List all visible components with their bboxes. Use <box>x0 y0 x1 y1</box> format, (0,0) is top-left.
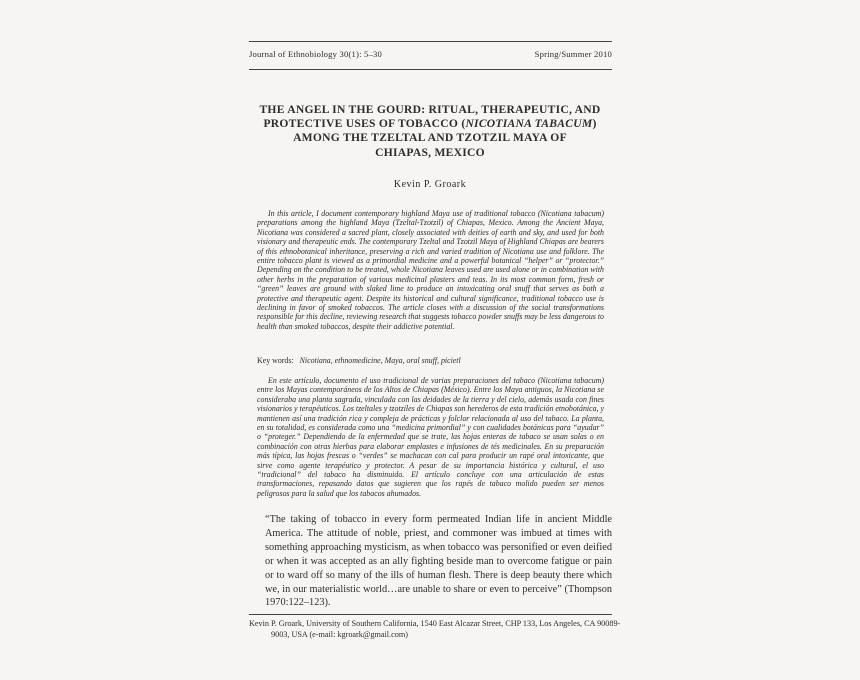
title-line-3: AMONG THE TZELTAL AND TZOTZIL MAYA OF <box>293 131 567 145</box>
running-head <box>249 49 612 59</box>
author-affiliation-footnote: Kevin P. Groark, University of Southern California, 1540 East Alcazar Street, CHP 133, Los Angeles, CA 90089-9003, USA (e-mail: kgroark@gmail.com) <box>249 619 621 639</box>
article-title <box>230 103 630 160</box>
abstract-english: In this article, I document contemporary highland Maya use of traditional tobacco (Nicotiana tabacum) preparations among the highland Maya (Tzeltal-Tzotzil) of Chiapas, Mexico. Among the Ancient Maya, Nicotiana was considered a sacred plant, closely associated with deities of earth and sky, and used for both visionary and therapeutic ends. The contemporary Tzeltal and Tzotzil Maya of Highland Chiapas are bearers of this ethnobotanical inheritance, preserving a rich and varied tradition of Nicotiana use and folklore. The entire tobacco plant is viewed as a primordial medicine and a powerful botanical “helper” or “protector.” Depending on the condition to be treated, whole Nicotiana leaves used are used alone or in combination with other herbs in the preparation of various medicinal plasters and teas. In its most common form, fresh or “green” leaves are ground with slaked lime to produce an intoxicating oral snuff that serves as both a protective and therapeutic agent. Despite its historical and cultural significance, traditional tobacco use is declining in favor of smoked tobaccos. The article closes with a discussion of the social transformations responsible for this decline, reviewing research that suggests tobacco powder snuffs may be less dangerous to health than smoked tobaccos, despite their addictive potential. <box>257 209 604 331</box>
species-name: NICOTIANA TABACUM <box>465 117 593 131</box>
header-rule-top <box>249 41 612 42</box>
abstract-spanish: En este artículo, documento el uso tradicional de varias preparaciones del tabaco (Nicotiana tabacum) entre los Mayas contemporáneos de los Altos de Chiapas (México). Entre los Maya antiguos, la Nicotiana se consideraba una planta sagrada, vinculada con las deidades de la tierra y del cielo, además usada con fines visionarios y terapéuticos. Los tzeltales y tzotziles de Chiapas son herederos de esta tradición etnobotánica, y mantienen así una tradición rica y compleja de prácticas y folclor relacionada al uso del tabaco. La planta, en su totalidad, es considerada como una “medicina primordial” y con cualidades botánicas para “ayudar” o “proteger.” Dependiendo de la enfermedad que se trate, las hojas enteras de tabaco se usan solas o en combinación con otras hierbas para elaborar emplastes e infusiones de tés medicinales. En su preparación más típica, las hojas frescas o “verdes” se machacan con cal para producir un rapé oral intoxicante, que sirve como agente terapéutico y protector. A pesar de su importancia histórica y cultural, el uso “tradicional” del tabaco ha disminuido. El artículo concluye con una articulación de estas transformaciones, repasando datos que sugieren que los rapés de tabaco molido pueden ser menos peligrosos para la salud que los tabacos ahumados. <box>257 376 604 498</box>
journal-citation: Journal of Ethnobiology 30(1): 5–30 <box>249 49 383 59</box>
keywords-label: Key words: <box>257 356 294 365</box>
author-name: Kevin P. Groark <box>393 179 467 190</box>
issue-date: Spring/Summer 2010 <box>534 49 612 59</box>
title-line-4: CHIAPAS, MEXICO <box>375 145 485 159</box>
title-line-2: PROTECTIVE USES OF TOBACCO (NICOTIANA TABACUM) <box>263 117 597 131</box>
footnote-rule <box>249 614 612 615</box>
keywords-line <box>257 356 604 365</box>
keywords-terms: Nicotiana, ethnomedicine, Maya, oral snuff, picietl <box>299 356 461 365</box>
header-rule-bottom <box>249 69 612 70</box>
epigraph-quote: “The taking of tobacco in every form permeated Indian life in ancient Middle America. The attitude of noble, priest, and commoner was imbued at times with something approaching mysticism, as when tobacco was personified or even deified or when it was accepted as an ally fighting beside man to overcome fatigue or pain or to ward off so many of the ills of human flesh. There is deep beauty there which we, in our materialistic world…are unable to share or even to perceive” (Thompson 1970:122–123). <box>265 514 612 609</box>
title-line-1: THE ANGEL IN THE GOURD: RITUAL, THERAPEUTIC, AND <box>259 103 601 116</box>
